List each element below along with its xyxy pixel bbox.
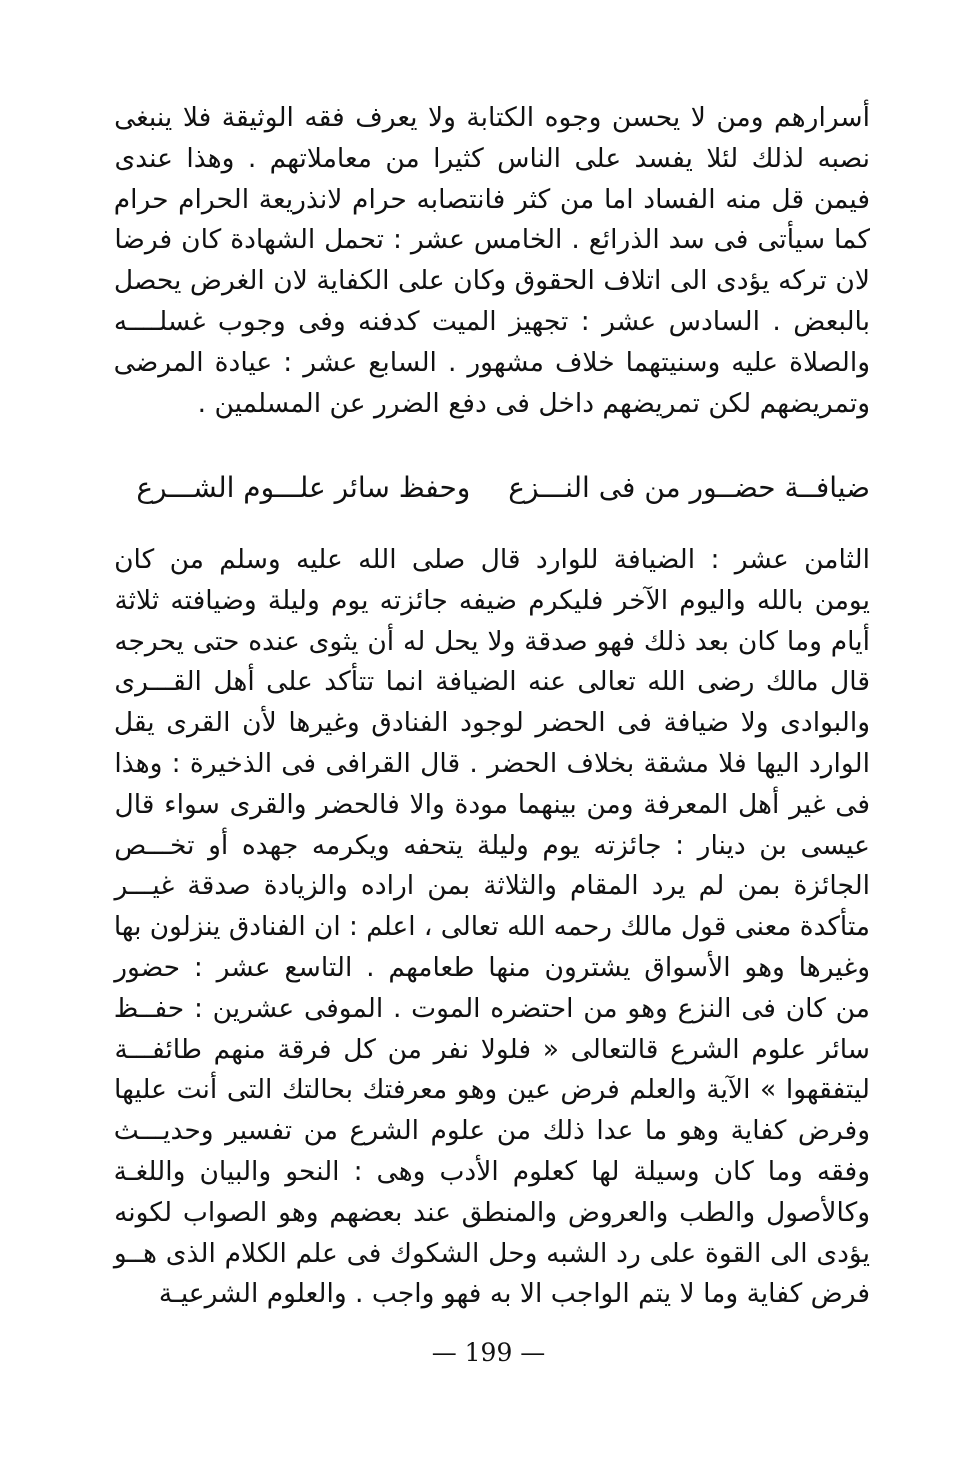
text-line: الجائزة بمن لم يرد المقام والثلاثة بمن اراده والزيادة صدقة غيـــر — [114, 870, 870, 902]
text-line: يؤدى الى القوة على رد الشبه وحل الشكوك فى علم الكلام الذى هــو — [113, 1237, 870, 1269]
text-line: قال مالك رضى الله تعالى عنه الضيافة انما تتأكد على أهل القـــرى — [114, 666, 870, 698]
text-line: وفقه وما كان وسيلة لها كعلوم الأدب وهى : النحو والبيان واللغـة — [113, 1155, 870, 1187]
text-line: نصبه لذلك لئلا يفسد على الناس كثيرا من معاملاتهم . وهذا عندى — [114, 142, 870, 174]
text-line: فى غير أهل المعرفة ومن بينهما مودة والا فالحضر والقرى سواء قال — [114, 788, 870, 820]
heading-part-2: وحفظ سائر علـــوم الشـــرع — [136, 471, 471, 504]
text-line: سائر علوم الشرع قالتعالى « فلولا نفر من كل فرقة منهم طائفـــة — [114, 1033, 870, 1065]
text-line: أسرارهم ومن لا يحسن وجوه الكتابة ولا يعرف فقه الوثيقة فلا ينبغى — [114, 102, 870, 133]
text-line: وفرض كفاية وهو ما عدا ذلك من علوم الشرع من تفسير وحديـــث — [113, 1115, 870, 1147]
text-line: والصلاة عليه وسنيتهما خلاف مشهور . السابع عشر : عيادة المرضى — [113, 346, 870, 378]
text-line: من كان فى النزع وهو من احتضره الموت . الموفى عشرين : حفــظ — [113, 992, 870, 1024]
text-line: أيام وما كان بعد ذلك فهو صدقة ولا يحل له أن يثوى عنده حتى يحرجه — [114, 625, 870, 657]
text-line: الوارد اليها فلا مشقة بخلاف الحضر . قال القرافى فى الذخيرة : وهذا — [114, 747, 870, 779]
text-line: عيسى بن دينار : جائزته يوم وليلة يتحفه ويكرمه جهده أو تخـــص — [114, 829, 870, 861]
text-line: فرض كفاية وما لا يتم الواجب الا به فهو واجب . والعلوم الشرعيـة — [158, 1278, 870, 1310]
text-line: يومن بالله واليوم الآخر فليكرم ضيفه جائزته يوم وليلة وضيافته ثلاثة — [114, 584, 870, 616]
text-line: كما سيأتى فى سد الذرائع . الخامس عشر : تحمل الشهادة كان فرضا — [114, 224, 870, 256]
text-line: ليتفقهوا » الآية والعلم فرض عين وهو معرفتك بحالتك التى أنت عليها — [114, 1074, 870, 1106]
text-line: وتمريضهم لكن تمريضهم داخل فى دفع الضرر عن المسلمين . — [197, 387, 870, 419]
text-line: والبوادى ولا ضيافة فى الحضر لوجود الفنادق وغيرها لأن القرى يقل — [113, 707, 870, 739]
text-line: متأكدة معنى قول مالك رحمه الله تعالى ، اعلم : ان الفنادق ينزلون بها — [113, 911, 871, 943]
heading-part-1: ضيافــة حضــور من فى النـــزع — [508, 471, 870, 504]
page-number: — 199 — — [431, 1338, 546, 1367]
text-line: الثامن عشر : الضيافة للوارد قال صلى الله عليه وسلم من كان — [114, 544, 870, 575]
text-line: وكالأصول والطب والعروض والمنطق عند بعضهم وهو الصواب لكونه — [114, 1196, 870, 1228]
paragraph-1 — [114, 98, 870, 424]
text-line: وغيرها وهو الأسواق يشترون منها طعامهم . التاسع عشر : حضور — [114, 951, 870, 983]
text-line: فيمن قل منه الفساد اما من كثر فانتصابه حرام لانذريعة الحرام حرام — [113, 183, 870, 215]
text-line: بالبعض . السادس عشر : تجهيز الميت كدفنه وفى وجوب غسلــــه — [113, 305, 870, 337]
section-heading — [114, 468, 870, 508]
paragraph-2 — [114, 540, 870, 1315]
text-line: لان تركه يؤدى الى اتلاف الحقوق وكان على الكفاية لان الغرض يحصل — [113, 265, 870, 297]
